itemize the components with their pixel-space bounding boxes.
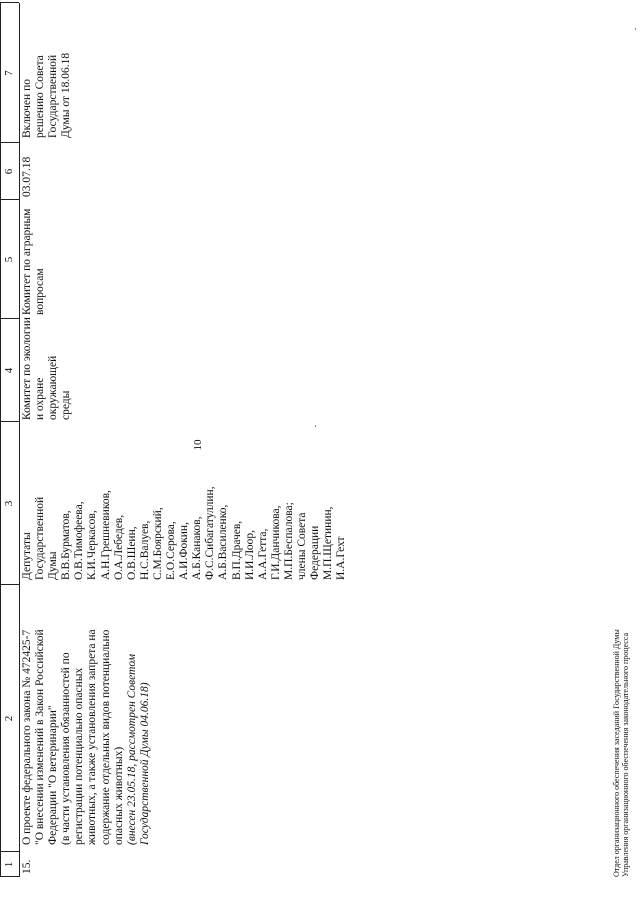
scan-speck [635,28,636,30]
page-number: 10 [192,439,204,451]
footer-division: Управления организационного обеспечения законодательного процесса [621,632,630,877]
row-number: 15. [21,859,33,874]
decision-note: Включен по решению Совета Государственной Думы от 18.06.18 [21,52,73,138]
bill-note: (внесен 23.05.18, рассмотрен Советом Государственной Думы 04.06.18) [126,653,152,845]
co-executor-committee: Комитет по аграрным вопросам [21,208,47,315]
scan-speck [315,425,316,427]
column-header-4: 4 [3,367,15,374]
scheduled-date: 03.07.18 [21,156,33,197]
responsible-committee: Комитет по экологии и охране окружающей среды [21,317,73,420]
bill-authors: Депутаты Государственной Думы В.В.Бурматов, О.В.Тимофеева, К.И.Черкасов, А.Н.Грешневиков, О.А.Лебедев, О.В.Шеин, Н.С.Валуев, С.М.Боярский, Е.О.Серова, А.И.Фокин, А.Б.Канаков, Ф.С.Сибагатуллин, А.Б.Василенко, В.П.Драчев, И.И.Лоор, А.А.Гетта, Г.И.Данчикова, М.П.Беспалова; члены Совета Федерации М.П.Щетинин, И.А.Гехт [21,486,348,580]
footer-department: Отдел организационного обеспечения заседаний Государственной Думы [612,629,621,877]
column-header-6: 6 [3,168,15,175]
header-row-border [19,3,20,877]
table-top-border [0,3,1,877]
column-header-7: 7 [3,70,15,76]
column-header-5: 5 [3,256,15,263]
bill-title: О проекте федерального закона № 472425-7 "О внесении изменений в Закон Российской Федерации "О ветеринарии" (в части установления обязанностей по регистрации потенциально опасных животных, а также установления запрета на содержание отдельных видов потенциально опасных животных) [21,629,125,845]
column-header-3: 3 [3,500,15,507]
column-header-2: 2 [3,715,15,722]
column-header-1: 1 [3,861,15,868]
